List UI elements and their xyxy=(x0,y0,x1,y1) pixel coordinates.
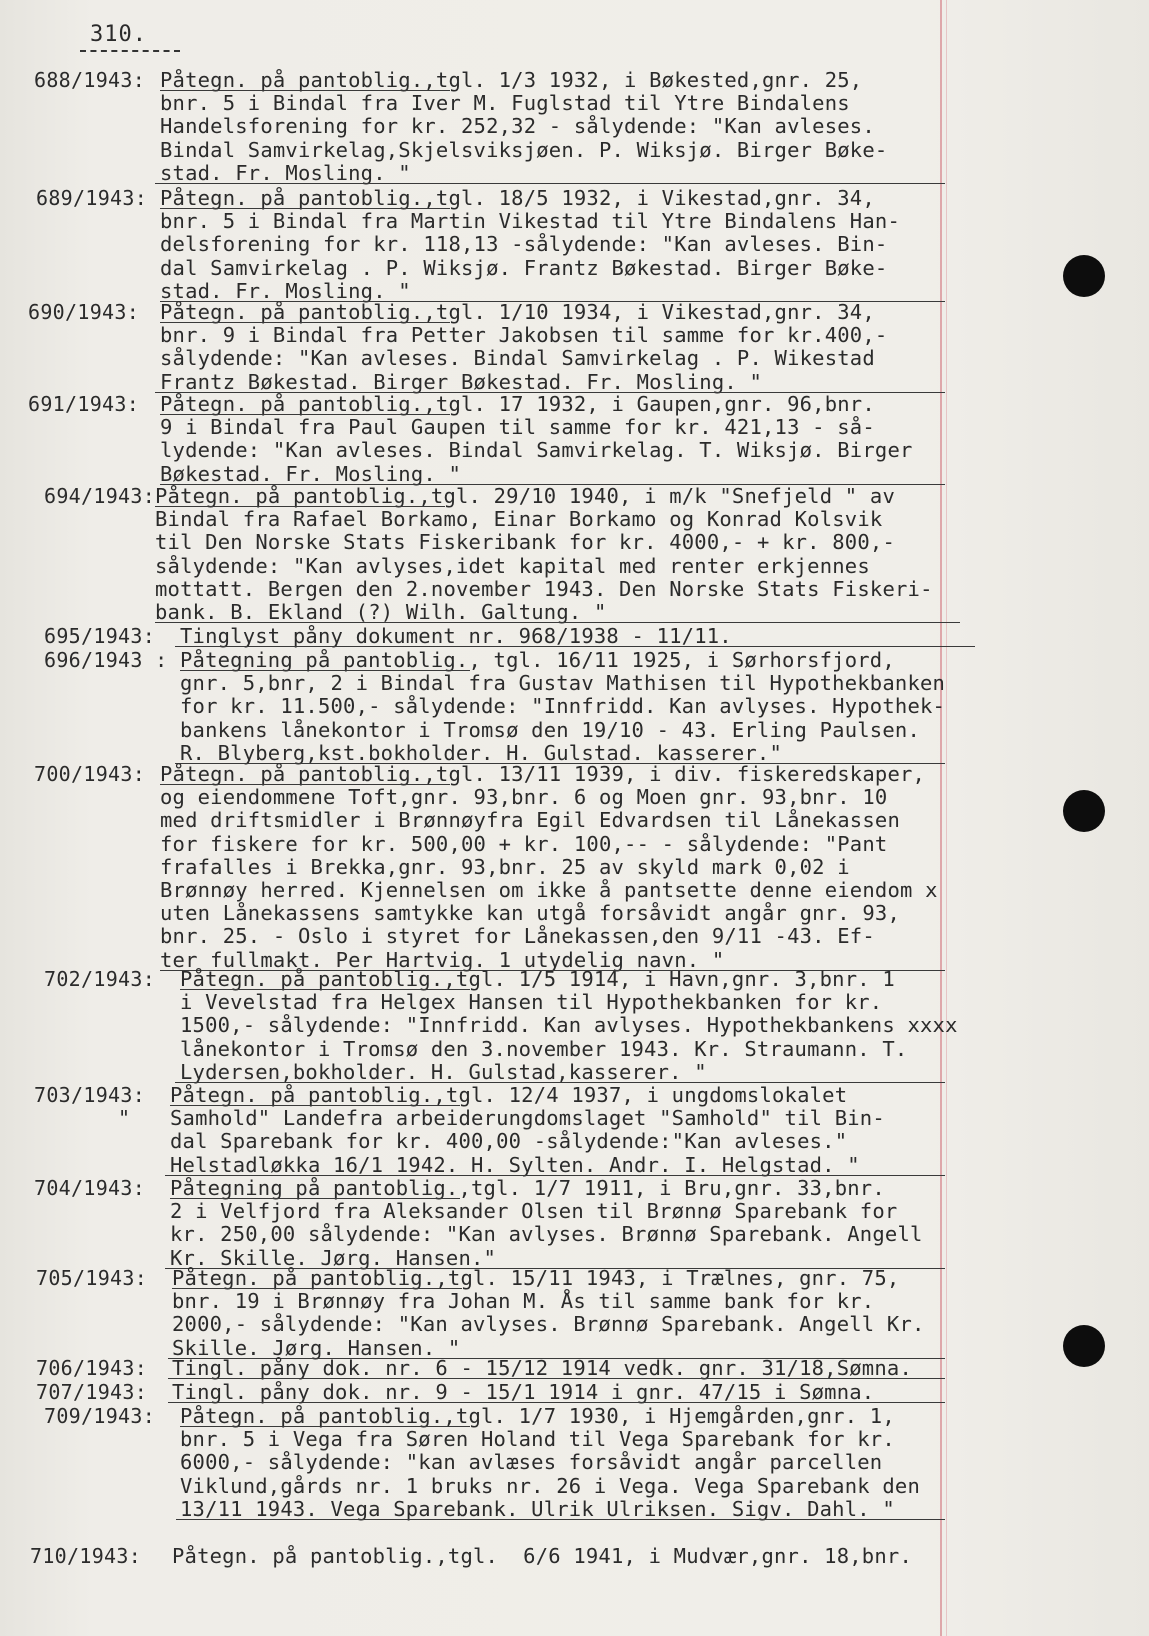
entry-text-line: Påtegning på pantoblig.,tgl. 1/7 1911, i Bru,gnr. 33,bnr. xyxy=(170,1176,885,1200)
entry-text-line: i Vevelstad fra Helgex Hansen til Hypothekbanken for kr. xyxy=(180,990,883,1015)
heading-underline xyxy=(160,322,450,323)
entry-text-line: Påtegn. på pantoblig.,tgl. 18/5 1932, i Vikestad,gnr. 34, xyxy=(160,186,875,210)
entry-number: 694/1943: xyxy=(44,484,156,508)
entry-number: 688/1943: xyxy=(34,68,146,92)
entry-text-line: dal Samvirkelag . P. Wiksjø. Frantz Bøkestad. Birger Bøke- xyxy=(160,255,888,280)
entry-number: 706/1943: xyxy=(36,1356,148,1380)
entry-number: 696/1943 : xyxy=(44,648,168,672)
entry-text-line: Påtegn. på pantoblig.,tgl. 12/4 1937, i ungdomslokalet xyxy=(170,1083,848,1107)
entry-text-line: 13/11 1943. Vega Sparebank. Ulrik Ulriksen. Sigv. Dahl. " xyxy=(180,1496,895,1521)
heading-underline xyxy=(180,1426,470,1427)
entry-text-line: kr. 250,00 sålydende: "Kan avlyses. Brønnø Sparebank. Angell xyxy=(170,1222,923,1247)
entry-text-line: Handelsforening for kr. 252,32 - sålydende: "Kan avleses. xyxy=(160,114,875,139)
entry-text-line: til Den Norske Stats Fiskeribank for kr. 4000,- + kr. 800,- xyxy=(155,530,895,555)
entry-text-line: Tingl. påny dok. nr. 9 - 15/1 1914 i gnr. 47/15 i Sømna. xyxy=(172,1380,875,1404)
entry-text-line: 9 i Bindal fra Paul Gaupen til samme for kr. 421,13 - så- xyxy=(160,415,875,440)
entry-number: 690/1943: xyxy=(28,300,140,324)
entry-text-line: Helstadløkka 16/1 1942. H. Sylten. Andr. I. Helgstad. " xyxy=(170,1152,860,1177)
entry-text-line: bank. B. Ekland (?) Wilh. Galtung. " xyxy=(155,600,607,624)
heading-underline xyxy=(155,506,445,507)
entry-text-line: med driftsmidler i Brønnøyfra Egil Edvardsen til Lånekassen xyxy=(160,808,900,833)
page-number: 310. xyxy=(90,22,147,47)
entry-text-line: Påtegn. på pantoblig.,tgl. 1/10 1934, i Vikestad,gnr. 34, xyxy=(160,300,875,324)
entry-text-line: Påtegn. på pantoblig.,tgl. 1/7 1930, i Hjemgården,gnr. 1, xyxy=(180,1404,895,1428)
entry-text-line: Påtegning på pantoblig., tgl. 16/11 1925, i Sørhorsfjord, xyxy=(180,648,895,672)
entry-text-line: Skille. Jørg. Hansen. " xyxy=(172,1335,461,1360)
entry-text-line: delsforening for kr. 118,13 -sålydende: "Kan avleses. Bin- xyxy=(160,232,888,257)
punch-hole xyxy=(1063,255,1105,297)
entry-text-line: Kr. Skille. Jørg. Hansen." xyxy=(170,1245,497,1270)
entry-number: 691/1943: xyxy=(28,392,140,416)
entry-text-line: lydende: "Kan avleses. Bindal Samvirkelag. T. Wiksjø. Birger xyxy=(160,438,913,463)
entry-number: 705/1943: xyxy=(36,1266,148,1290)
entry-text-line: 6000,- sålydende: "kan avlæses forsåvidt angår parcellen xyxy=(180,1450,883,1475)
entry-number: 709/1943: xyxy=(44,1404,156,1428)
entry-text-line: bnr. 5 i Bindal fra Iver M. Fuglstad til Ytre Bindalens xyxy=(160,91,850,116)
entry-number: 704/1943: xyxy=(34,1176,146,1200)
entry-text-line: ter fullmakt. Per Hartvig. 1 utydelig navn. " xyxy=(160,947,725,972)
entry-text-line: bnr. 5 i Vega fra Søren Holand til Vega Sparebank for kr. xyxy=(180,1427,895,1452)
heading-underline xyxy=(170,1198,460,1199)
entry-text-line: Påtegn. på pantoblig.,tgl. 29/10 1940, i m/k "Snefjeld " av xyxy=(155,484,895,508)
entry-text-line: bnr. 25. - Oslo i styret for Lånekassen,den 9/11 -43. Ef- xyxy=(160,924,875,949)
entry-text-line: Tinglyst påny dokument nr. 968/1938 - 11/11. xyxy=(180,624,732,648)
entry-separator-rule xyxy=(176,1519,945,1520)
entry-text-line: stad. Fr. Mosling. " xyxy=(160,278,411,303)
entry-text-line: R. Blyberg,kst.bokholder. H. Gulstad. kasserer." xyxy=(180,740,783,765)
entry-text-line: sålydende: "Kan avleses. Bindal Samvirkelag . P. Wikestad xyxy=(160,346,875,371)
entry-text-line: bnr. 9 i Bindal fra Petter Jakobsen til samme for kr.400,- xyxy=(160,323,888,348)
entry-number: 703/1943: xyxy=(34,1083,146,1107)
heading-underline xyxy=(160,414,450,415)
entry-text-line: gnr. 5,bnr, 2 i Bindal fra Gustav Mathisen til Hypothekbanken xyxy=(180,671,946,696)
heading-underline xyxy=(160,90,450,91)
entry-text-line: 1500,- sålydende: "Innfridd. Kan avlyses. Hypothekbankens xxxx xyxy=(180,1013,958,1038)
entry-text-line: Tingl. påny dok. nr. 6 - 15/12 1914 vedk. gnr. 31/18,Sømna. xyxy=(172,1356,912,1380)
entry-number: 702/1943: xyxy=(44,967,156,991)
entry-number: 700/1943: xyxy=(34,762,146,786)
entry-text-line: Påtegn. på pantoblig.,tgl. 1/3 1932, i Bøkested,gnr. 25, xyxy=(160,68,863,92)
page-number-underline xyxy=(80,50,180,52)
entry-text-line: frafalles i Brekka,gnr. 93,bnr. 25 av skyld mark 0,02 i xyxy=(160,854,850,879)
margin-rule-secondary xyxy=(946,0,947,1636)
entry-text-line: Bøkestad. Fr. Mosling. " xyxy=(160,461,462,486)
entry-text-line: bankens lånekontor i Tromsø den 19/10 - 43. Erling Paulsen. xyxy=(180,717,920,742)
heading-underline xyxy=(170,1105,460,1106)
entry-text-line: Bindal Samvirkelag,Skjelsviksjøen. P. Wiksjø. Birger Bøke- xyxy=(160,137,888,162)
entry-number: 689/1943: xyxy=(36,186,148,210)
entry-text-line: Samhold" Landefra arbeiderungdomslaget "Samhold" til Bin- xyxy=(170,1106,885,1131)
entry-text-line: for kr. 11.500,- sålydende: "Innfridd. Kan avlyses. Hypothek- xyxy=(180,694,946,719)
entry-text-line: for fiskere for kr. 500,00 + kr. 100,-- - sålydende: "Pant xyxy=(160,831,888,856)
entry-text-line: Viklund,gårds nr. 1 bruks nr. 26 i Vega. Vega Sparebank den xyxy=(180,1473,920,1498)
entry-text-line: sålydende: "Kan avlyses,idet kapital med renter erkjennes xyxy=(155,553,870,578)
heading-underline xyxy=(160,784,450,785)
entry-separator-rule xyxy=(155,183,945,184)
entry-text-line: uten Lånekassens samtykke kan utgå forsåvidt angår gnr. 93, xyxy=(160,901,900,926)
heading-underline xyxy=(180,989,470,990)
entry-text-line: Bindal fra Rafael Borkamo, Einar Borkamo og Konrad Kolsvik xyxy=(155,507,883,532)
entry-text-line: mottatt. Bergen den 2.november 1943. Den Norske Stats Fiskeri- xyxy=(155,576,933,601)
punch-hole xyxy=(1063,1325,1105,1367)
entry-text-line: 2 i Velfjord fra Aleksander Olsen til Brønnø Sparebank for xyxy=(170,1199,898,1224)
entry-text-line: 2000,- sålydende: "Kan avlyses. Brønnø Sparebank. Angell Kr. xyxy=(172,1312,925,1337)
entry-text-line: Påtegn. på pantoblig.,tgl. 13/11 1939, i div. fiskeredskaper, xyxy=(160,762,926,786)
entry-text-line: Påtegn. på pantoblig.,tgl. 6/6 1941, i Mudvær,gnr. 18,bnr. xyxy=(172,1544,912,1568)
entry-text-line: lånekontor i Tromsø den 3.november 1943. Kr. Straumann. T. xyxy=(180,1036,908,1061)
entry-text-line: stad. Fr. Mosling. " xyxy=(160,160,411,185)
entry-text-line: bnr. 19 i Brønnøy fra Johan M. Ås til samme bank for kr. xyxy=(172,1289,875,1314)
entry-text-line: Påtegn. på pantoblig.,tgl. 15/11 1943, i Trælnes, gnr. 75, xyxy=(172,1266,900,1290)
entry-text-line: Frantz Bøkestad. Birger Bøkestad. Fr. Mosling. " xyxy=(160,369,763,394)
heading-underline xyxy=(172,1288,462,1289)
punch-hole xyxy=(1063,790,1105,832)
heading-underline xyxy=(180,670,470,671)
entry-number: 695/1943: xyxy=(44,624,156,648)
entry-text-line: Lydersen,bokholder. H. Gulstad,kasserer. " xyxy=(180,1059,707,1084)
entry-text-line: Brønnøy herred. Kjennelsen om ikke å pantsette denne eiendom x xyxy=(160,878,938,902)
entry-number: 707/1943: xyxy=(36,1380,148,1404)
ditto-mark: " xyxy=(118,1106,131,1131)
entry-text-line: bnr. 5 i Bindal fra Martin Vikestad til Ytre Bindalens Han- xyxy=(160,209,900,234)
entry-number: 710/1943: xyxy=(30,1544,142,1568)
entry-text-line: Påtegn. på pantoblig.,tgl. 1/5 1914, i Havn,gnr. 3,bnr. 1 xyxy=(180,967,895,991)
entry-text-line: og eiendommene Toft,gnr. 93,bnr. 6 og Moen gnr. 93,bnr. 10 xyxy=(160,785,888,810)
margin-rule xyxy=(940,0,942,1636)
heading-underline xyxy=(160,208,450,209)
entry-text-line: Påtegn. på pantoblig.,tgl. 17 1932, i Gaupen,gnr. 96,bnr. xyxy=(160,392,875,416)
entry-text-line: dal Sparebank for kr. 400,00 -sålydende:"Kan avleses." xyxy=(170,1129,848,1154)
